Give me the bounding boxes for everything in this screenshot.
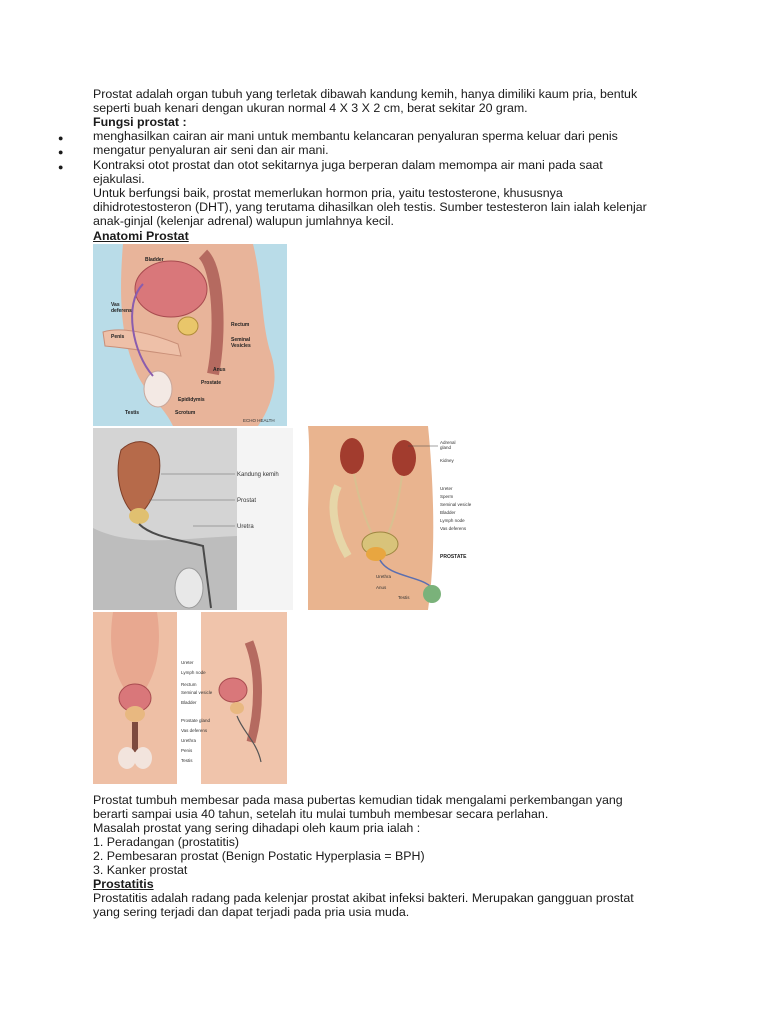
label-rectum: Rectum xyxy=(181,682,197,687)
bullet-icon: ● xyxy=(58,133,64,143)
label-prostate: PROSTATE xyxy=(440,554,467,560)
label-lymph-node: Lymph node xyxy=(440,518,465,523)
figure-male-reproductive-sagittal xyxy=(93,244,287,426)
label-scrotum: Scrotum xyxy=(175,410,196,416)
label-vas-deferens: Vas deferens xyxy=(181,728,208,733)
label-ureter: Ureter xyxy=(440,486,453,491)
hormon-line-2: dihidrotestosteron (DHT), yang terutama dihasilkan oleh testis. Sumber testesteron lain ialah kelenjar xyxy=(93,200,647,214)
hormon-line-1: Untuk berfungsi baik, prostat memerlukan hormon pria, yaitu testosterone, khususnya xyxy=(93,186,563,200)
pertumbuhan-line-1: Prostat tumbuh membesar pada masa pubertas kemudian tidak mengalami perkembangan yang xyxy=(93,793,623,807)
pertumbuhan-line-2: berarti sampai usia 40 tahun, setelah itu mulai tumbuh membesar secara perlahan. xyxy=(93,807,549,821)
label-bladder: Bladder xyxy=(440,510,456,515)
label-vas: Vas xyxy=(111,302,120,308)
label-prostate: Prostate xyxy=(201,380,222,386)
bullet-icon: ● xyxy=(58,162,64,172)
fungsi-item-1: menghasilkan cairan air mani untuk membantu kelancaran penyaluran sperma keluar dari penis xyxy=(93,129,618,143)
label-penis: Penis xyxy=(111,334,125,340)
label-adrenal: Adrenal xyxy=(440,440,456,445)
label-kandung-kemih: Kandung kemih xyxy=(237,472,279,478)
label-testis: Testis xyxy=(125,410,140,416)
list-item: 1. Peradangan (prostatitis) xyxy=(93,835,240,849)
bullet-icon: ● xyxy=(58,147,64,157)
label-prostat: Prostat xyxy=(237,498,257,504)
anatomi-heading: Anatomi Prostat xyxy=(93,229,189,243)
label-sperm: Sperm xyxy=(440,494,454,499)
prostatitis-line-1: Prostatitis adalah radang pada kelenjar prostat akibat infeksi bakteri. Merupakan gangguan prostat xyxy=(93,891,634,905)
pertumbuhan-line-3: Masalah prostat yang sering dihadapi oleh kaum pria ialah : xyxy=(93,821,421,835)
label-testis: Testis xyxy=(398,595,410,600)
fungsi-heading: Fungsi prostat : xyxy=(93,115,187,129)
label-seminal-vesicle: Seminal vesicle xyxy=(181,690,213,695)
fungsi-item-2: mengatur penyaluran air seni dan air mani. xyxy=(93,143,329,157)
list-item: 3. Kanker prostat xyxy=(93,863,188,877)
intro-line-1: Prostat adalah organ tubuh yang terletak dibawah kandung kemih, hanya dimiliki kaum pria, bentuk xyxy=(93,87,638,101)
figure-bladder-prostate-section xyxy=(93,428,293,610)
hormon-line-3: anak-ginjal (kelenjar adrenal) walupun jumlahnya kecil. xyxy=(93,214,394,228)
label-bladder: Bladder xyxy=(145,257,164,263)
label-prostate-gland: Prostate gland xyxy=(181,718,211,723)
fungsi-item-3-cont: ejakulasi. xyxy=(93,172,145,186)
label-seminal: Seminal xyxy=(231,337,251,343)
label-anus: Anus xyxy=(213,367,226,373)
label-vas-deferens: Vas deferens xyxy=(440,526,467,531)
fungsi-item-3: Kontraksi otot prostat dan otot sekitarnya juga berperan dalam memompa air mani pada saat xyxy=(93,158,603,172)
figure-urinary-system-front xyxy=(308,426,484,610)
list-item: 2. Pembesaran prostat (Benign Postatic Hyperplasia = BPH) xyxy=(93,849,425,863)
prostatitis-line-2: yang sering terjadi dan dapat terjadi pada pria usia muda. xyxy=(93,905,410,919)
label-bladder: Bladder xyxy=(181,700,197,705)
intro-line-2: seperti buah kenari dengan ukuran normal 4 X 3 X 2 cm, berat sekitar 20 gram. xyxy=(93,101,528,115)
label-urethra: Urethra xyxy=(376,574,392,579)
label-rectum: Rectum xyxy=(231,322,250,328)
figure-prostate-front-side xyxy=(93,612,287,784)
label-lymph-node: Lymph node xyxy=(181,670,206,675)
label-urethra: Urethra xyxy=(181,738,197,743)
label-kidney: Kidney xyxy=(440,458,454,463)
label-uretra: Uretra xyxy=(237,524,254,530)
prostatitis-heading: Prostatitis xyxy=(93,877,154,891)
label-deferens: deferens xyxy=(111,308,132,314)
label-gland: gland xyxy=(440,445,452,450)
label-anus: Anus xyxy=(376,585,387,590)
label-testis: Testis xyxy=(181,758,193,763)
label-penis: Penis xyxy=(181,748,193,753)
label-epididymis: Epididymis xyxy=(178,397,205,403)
credit-text: ECHO HEALTH xyxy=(243,418,275,423)
label-vesicles: Vesicles xyxy=(231,343,251,349)
label-ureter: Ureter xyxy=(181,660,194,665)
label-seminal-vesicle: Seminal vesicle xyxy=(440,502,472,507)
